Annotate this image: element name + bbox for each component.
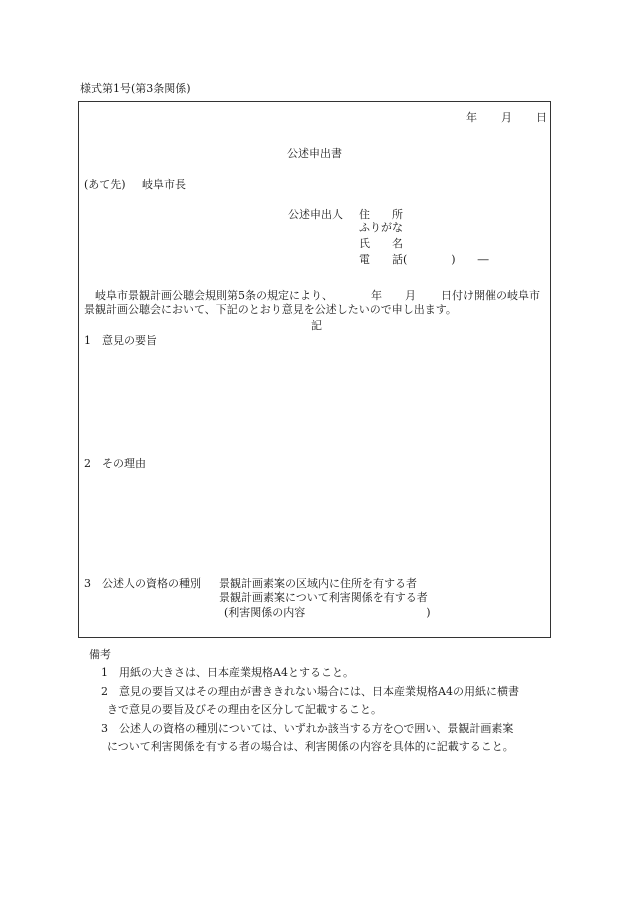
section-reason: 2 その理由 <box>84 457 146 470</box>
note-2-line1: 2 意見の要旨又はその理由が書ききれない場合には、日本産業規格A4の用紙に横書 <box>101 685 519 698</box>
qualification-option-resident: 景観計画素案の区域内に住所を有する者 <box>219 577 417 590</box>
applicant-label: 公述申出人 <box>288 208 343 221</box>
address-label: 住 所 <box>359 208 403 221</box>
notes-title: 備考 <box>89 648 111 661</box>
body-line1-month: 月 <box>405 289 416 302</box>
addressee-name: 岐阜市長 <box>142 178 186 191</box>
note-3-line2: について利害関係を有する者の場合は、利害関係の内容を具体的に記載すること。 <box>107 740 514 753</box>
date-year: 年 <box>466 111 477 124</box>
qualification-option-interested: 景観計画素案について利害関係を有する者 <box>219 591 428 604</box>
note-2-line2: きで意見の要旨及びその理由を区分して記載すること。 <box>107 703 382 716</box>
section-qualification-label: 3 公述人の資格の種別 <box>84 577 201 590</box>
section-opinion: 1 意見の要旨 <box>84 334 157 347</box>
name-label: 氏 名 <box>359 237 403 250</box>
note-1: 1 用紙の大きさは、日本産業規格A4とすること。 <box>101 666 354 679</box>
body-line1-a: 岐阜市景観計画公聴会規則第5条の規定により、 <box>95 289 333 302</box>
date-day: 日 <box>536 111 547 124</box>
phone-label: 電 話( ) ― <box>359 253 489 266</box>
ki-heading: 記 <box>311 319 322 332</box>
qualification-interest-detail: (利害関係の内容 ) <box>224 606 431 619</box>
date-month: 月 <box>501 111 512 124</box>
body-line2: 景観計画公聴会において、下記のとおり意見を公述したいので申し出ます。 <box>84 303 457 316</box>
addressee-label: (あて先) <box>84 178 126 191</box>
furigana-label: ふりがな <box>359 221 403 234</box>
note-3-line1: 3 公述人の資格の種別については、いずれか該当する方を○で囲い、景観計画素案 <box>101 722 514 735</box>
body-line1-b: 日付け開催の岐阜市 <box>441 289 540 302</box>
form-title: 公述申出書 <box>287 147 342 160</box>
form-number: 様式第1号(第3条関係) <box>80 82 191 95</box>
body-line1-year: 年 <box>371 289 382 302</box>
